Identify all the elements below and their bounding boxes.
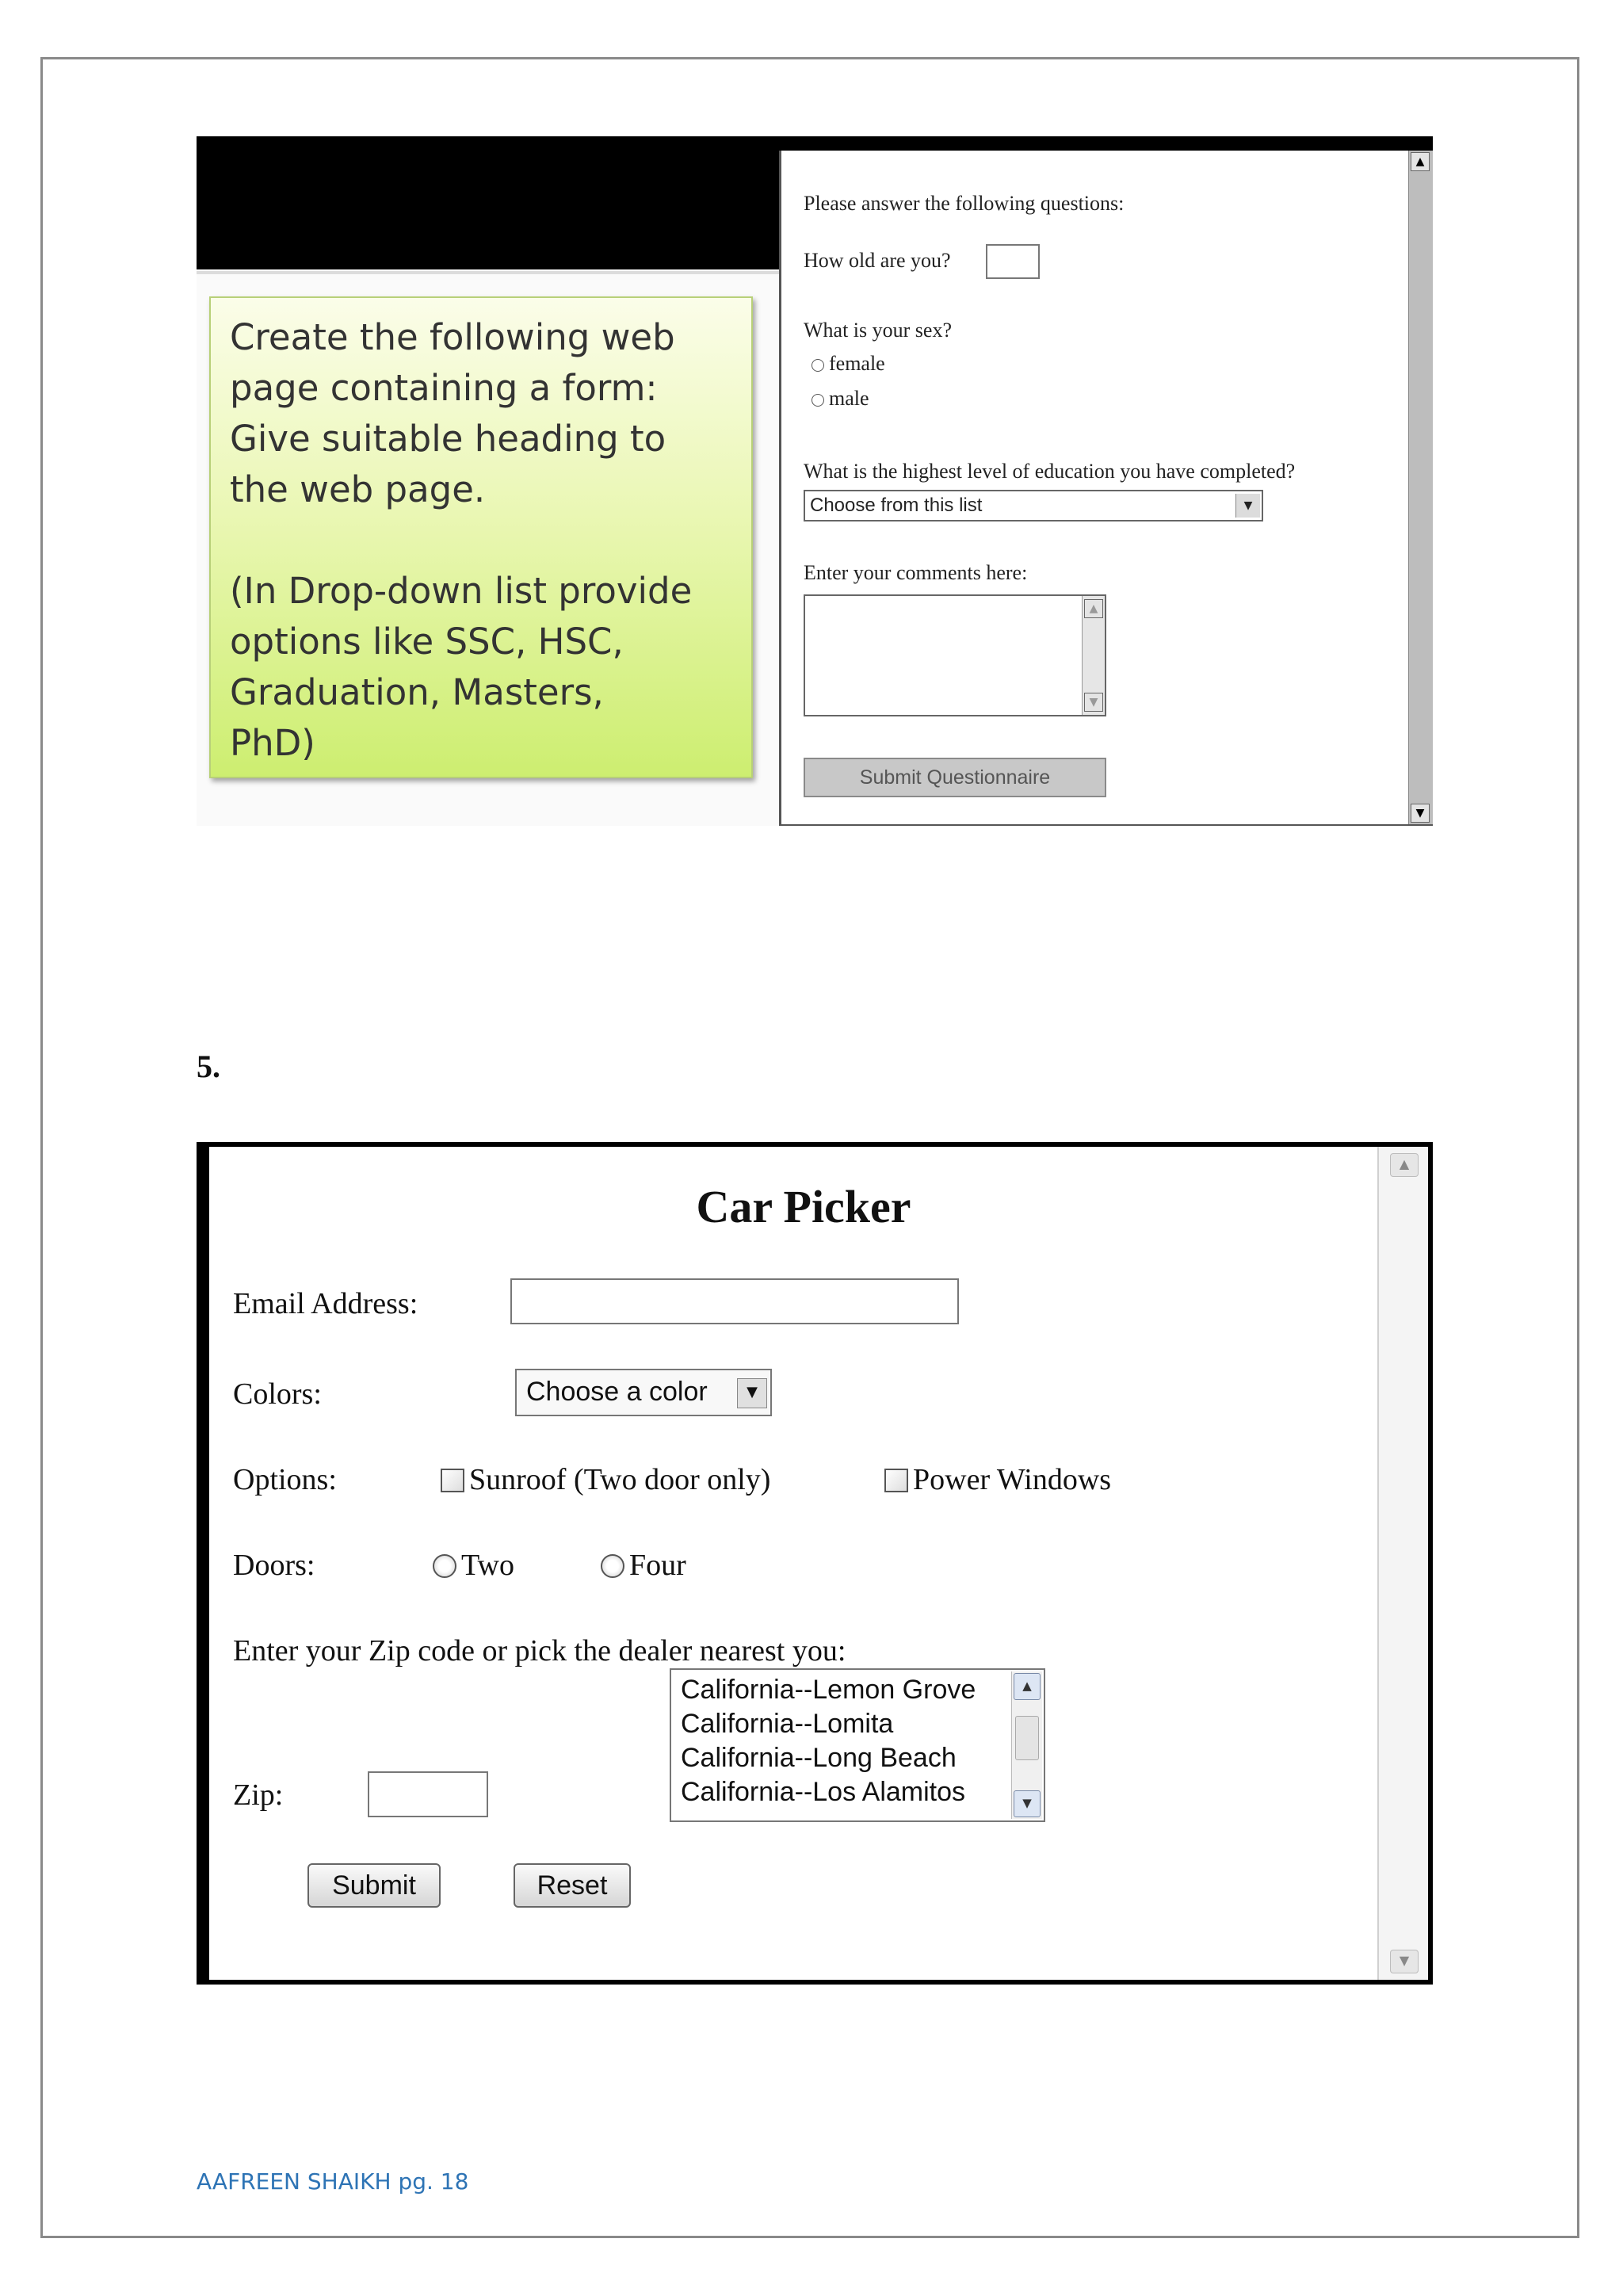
power-windows-label: Power Windows [913,1463,1112,1496]
footer-page-number: pg. 18 [398,2168,469,2195]
instruction-line: Create the following web [230,316,675,358]
list-item[interactable]: California--Los Alamitos [681,1777,966,1807]
scroll-up-icon[interactable]: ▲ [1014,1673,1041,1700]
scroll-up-icon[interactable]: ▲ [1084,599,1103,618]
instruction-box [209,296,753,778]
instruction-line: Give suitable heading to [230,418,666,460]
reset-button[interactable]: Reset [514,1863,631,1908]
scroll-down-icon[interactable]: ▼ [1084,693,1103,712]
instruction-line: options like SSC, HSC, [230,621,624,663]
dealer-prompt: Enter your Zip code or pick the dealer nearest you: [233,1634,846,1668]
instruction-line: Graduation, Masters, [230,671,604,713]
color-select[interactable]: Choose a color ▼ [515,1369,772,1416]
instruction-line: the web page. [230,468,486,510]
radio-icon [812,359,824,372]
textarea-scrollbar[interactable] [1082,596,1105,715]
options-label: Options: [233,1463,337,1496]
submit-questionnaire-button[interactable]: Submit Questionnaire [804,758,1106,797]
age-input[interactable] [986,244,1040,279]
education-select[interactable]: Choose from this list ▼ [804,490,1263,521]
questionnaire-form [779,151,1433,826]
chevron-down-icon: ▼ [737,1378,767,1408]
radio-icon [812,394,824,407]
instruction-line: PhD) [230,722,315,764]
sunroof-label: Sunroof (Two door only) [469,1463,771,1496]
scroll-down-icon[interactable]: ▼ [1411,804,1430,823]
questionnaire-intro: Please answer the following questions: [804,192,1125,215]
page-footer [197,2168,468,2195]
email-label: Email Address: [233,1287,418,1320]
colors-label: Colors: [233,1377,322,1411]
footer-author: AAFREEN SHAIKH [197,2168,391,2195]
submit-button[interactable]: Submit [307,1863,441,1908]
section-number: 5. [197,1049,220,1084]
car-picker-figure [197,1142,1433,1985]
scroll-up-icon[interactable]: ▲ [1411,152,1430,171]
email-field[interactable] [510,1278,959,1324]
scroll-down-icon[interactable]: ▼ [1390,1950,1419,1973]
questionnaire-scrollbar[interactable] [1408,151,1433,824]
instruction-line: page containing a form: [230,367,658,409]
zip-field[interactable] [368,1771,488,1817]
doors-two-label: Two [461,1549,515,1582]
listbox-scrollbar[interactable] [1011,1671,1042,1819]
chevron-down-icon: ▼ [1235,494,1260,518]
zip-label: Zip: [233,1778,284,1812]
comments-textarea[interactable] [804,594,1106,716]
list-item[interactable]: California--Long Beach [681,1743,957,1773]
scrollbar-thumb[interactable] [1015,1716,1039,1760]
education-question-label: What is the highest level of education you have completed? [804,460,1296,483]
sunroof-checkbox[interactable] [441,1469,464,1492]
page-title: Car Picker [696,1181,911,1232]
doors-two-radio[interactable] [433,1554,456,1578]
sex-option-male[interactable]: male [812,387,869,411]
scroll-up-icon[interactable]: ▲ [1390,1153,1419,1177]
sex-question-label: What is your sex? [804,319,953,342]
power-windows-checkbox[interactable] [884,1469,908,1492]
list-item[interactable]: California--Lemon Grove [681,1675,976,1705]
doors-four-radio[interactable] [601,1554,624,1578]
questionnaire-figure [197,136,1433,826]
doors-label: Doors: [233,1549,315,1582]
car-picker-scrollbar[interactable] [1377,1147,1428,1980]
doors-four-label: Four [629,1549,686,1582]
list-item[interactable]: California--Lomita [681,1709,894,1739]
dealer-listbox[interactable] [670,1668,1045,1822]
instruction-line: (In Drop-down list provide [230,570,693,612]
scroll-down-icon[interactable]: ▼ [1014,1790,1041,1817]
comments-label: Enter your comments here: [804,561,1028,584]
age-question-label: How old are you? [804,249,951,272]
sex-option-female[interactable]: female [812,352,885,376]
